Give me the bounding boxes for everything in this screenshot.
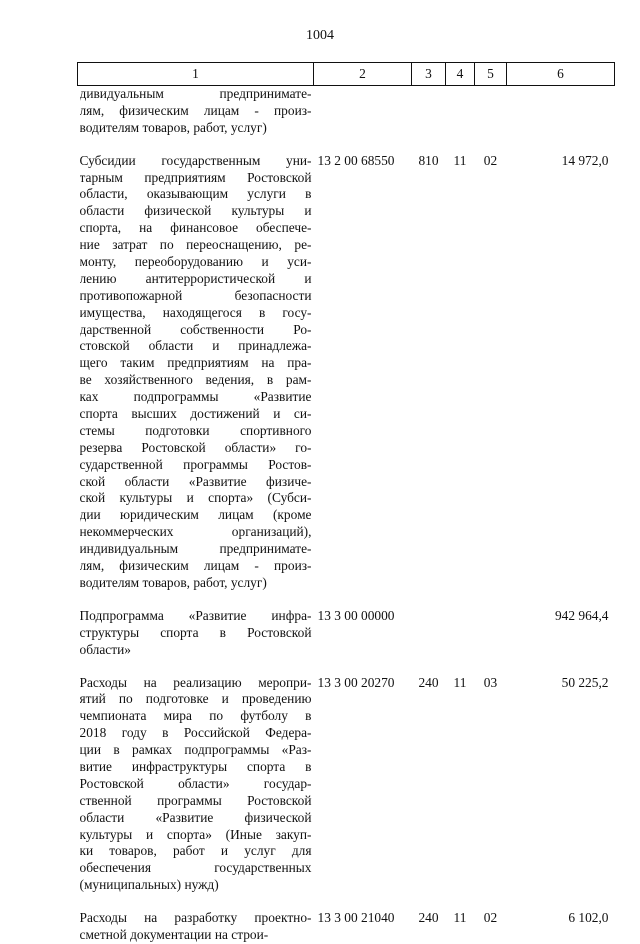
description-line: сударственной программы Ростов- [79, 456, 312, 472]
row-amount: 14 972,0 [561, 152, 609, 168]
description-line: области «Развитие физической [79, 809, 312, 825]
row-section: 11 [453, 674, 467, 690]
description-line: Ростовской области» государ- [79, 775, 312, 791]
description-line: водителям товаров, работ, услуг) [79, 119, 267, 135]
budget-table [77, 62, 615, 944]
description-line: чемпионата мира по футболу в [79, 708, 312, 724]
row-code: 13 3 00 00000 [317, 607, 395, 623]
description-line: ции в рамках подпрограммы «Раз- [79, 742, 312, 758]
description-line: лям, физическим лицам - произ- [79, 102, 312, 118]
row-expense-type: 240 [418, 674, 439, 690]
description-line: Подпрограмма «Развитие инфра- [79, 607, 312, 623]
description-line: 2018 году в Российской Федера- [79, 725, 312, 741]
description-line: сметной документации на строи- [79, 926, 269, 942]
row-amount: 6 102,0 [568, 910, 609, 926]
header-col-1: 1 [78, 63, 314, 86]
description-line: структуры спорта в Ростовской [79, 624, 312, 640]
row-description [78, 659, 314, 895]
table-row [78, 137, 615, 592]
row-subsection [475, 86, 507, 137]
header-row [78, 63, 615, 86]
description-line: ние затрат по переоснащению, ре- [79, 237, 312, 253]
page-number: 1004 [306, 28, 334, 43]
row-code: 13 3 00 20270 [317, 674, 395, 690]
row-amount: 50 225,2 [561, 674, 609, 690]
description-line: противопожарной безопасности [79, 287, 312, 303]
row-section [446, 86, 475, 137]
header-col-6: 6 [507, 63, 615, 86]
row-description [78, 592, 314, 659]
description-line: стовской области и принадлежа- [79, 338, 312, 354]
row-subsection: 02 [483, 152, 498, 168]
description-line: дивидуальным предпринимате- [79, 86, 312, 101]
description-line: тарным предприятиям Ростовской [79, 169, 312, 185]
description-line: ятий по подготовке и проведению [79, 691, 312, 707]
description-line: Субсидии государственным уни- [79, 152, 312, 168]
description-line: Расходы на разработку проектно- [79, 910, 312, 926]
description-line: лению антитеррористической и [79, 270, 312, 286]
table-row [78, 659, 615, 895]
description-line: индивидуальным предпринимате- [79, 541, 312, 557]
description-line: некоммерческих организаций), [79, 524, 312, 540]
row-description [78, 137, 314, 592]
description-line: лям, физическим лицам - произ- [79, 558, 312, 574]
description-line: монту, переоборудованию и уси- [79, 254, 312, 270]
row-subsection: 02 [483, 910, 498, 926]
row-description [78, 86, 314, 137]
description-line: области» [79, 641, 131, 657]
row-section: 11 [453, 152, 467, 168]
table-row [78, 894, 615, 944]
row-amount [507, 86, 615, 137]
row-description [78, 894, 314, 944]
row-code: 13 3 00 21040 [317, 910, 395, 926]
row-expense-type: 810 [418, 152, 439, 168]
description-line: ственной программы Ростовской [79, 792, 312, 808]
description-line: ской области «Развитие физиче- [79, 473, 312, 489]
description-line: дарственной собственности Ро- [79, 321, 312, 337]
description-line: щего таким предприятиям на пра- [79, 355, 312, 371]
description-line: спорта высших достижений и си- [79, 406, 312, 422]
description-line: Расходы на реализацию меропри- [79, 674, 312, 690]
description-line: стемы подготовки спортивного [79, 422, 312, 438]
description-line: водителям товаров, работ, услуг) [79, 574, 267, 590]
row-subsection [475, 592, 507, 659]
description-line: ской культуры и спорта» (Субси- [79, 490, 312, 506]
row-code: 13 2 00 68550 [317, 152, 395, 168]
row-subsection: 03 [483, 674, 498, 690]
header-col-3: 3 [412, 63, 446, 86]
description-line: ках подпрограммы «Развитие [79, 389, 312, 405]
table-row [78, 86, 615, 137]
description-line: области, оказывающим услуги в [79, 186, 312, 202]
description-line: витие инфраструктуры спорта в [79, 758, 312, 774]
description-line: обеспечения государственных [79, 860, 312, 876]
row-expense-type [412, 592, 446, 659]
description-line: ки товаров, работ и услуг для [79, 843, 312, 859]
description-line: ве хозяйственного ведения, в рам- [79, 372, 312, 388]
row-expense-type [412, 86, 446, 137]
table-row [78, 592, 615, 659]
description-line: (муниципальных) нужд) [79, 877, 219, 893]
row-amount: 942 964,4 [554, 607, 609, 623]
description-line: спорта, на финансовое обеспече- [79, 220, 312, 236]
description-line: дии юридическим лицам (кроме [79, 507, 312, 523]
header-col-4: 4 [446, 63, 475, 86]
description-line: имущества, находящегося в госу- [79, 304, 312, 320]
description-line: области физической культуры и [79, 203, 312, 219]
header-col-5: 5 [475, 63, 507, 86]
description-line: культуры и спорта» (Иные закуп- [79, 826, 312, 842]
header-col-2: 2 [314, 63, 412, 86]
row-code [314, 86, 412, 137]
row-section: 11 [453, 910, 467, 926]
row-expense-type: 240 [418, 910, 439, 926]
description-line: резерва Ростовской области» го- [79, 439, 312, 455]
row-section [446, 592, 475, 659]
